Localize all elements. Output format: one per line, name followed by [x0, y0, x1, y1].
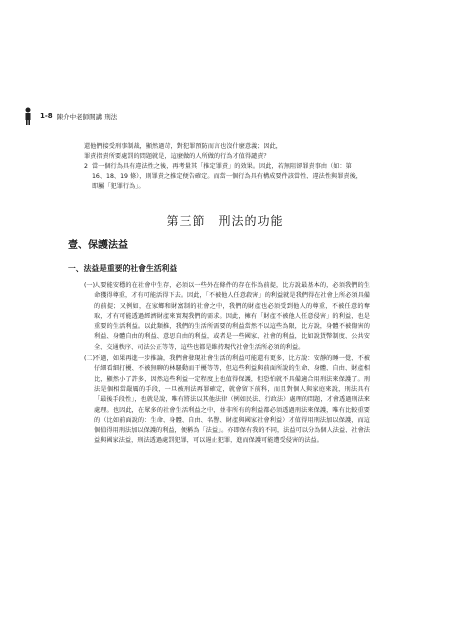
list-number: 2	[84, 163, 88, 170]
page-number: 1-8	[40, 112, 53, 120]
person-icon	[22, 107, 34, 125]
heading-level-1: 壹、保護法益	[68, 240, 128, 251]
intro-line: 罪責指責所要處罰的問題就是，這麼做的人所做的行為才值得譴責？	[84, 153, 270, 160]
body-text	[84, 281, 370, 448]
intro-list-item	[84, 162, 364, 192]
intro-block	[84, 142, 364, 192]
page-header	[22, 108, 117, 124]
paragraph	[84, 354, 370, 447]
heading-level-2: 一、法益是重要的社會生活利益	[68, 264, 178, 273]
paragraph-text: 不過，如果再進一步推論，我們會發現社會生活的利益可能還有更多，比方說：安靜的睡一覺、不被仔細看細打擾、不被無聊的林騷動而干擾等等，但這些利益與前面所說的生命、身體、自由、財產相比，顯然小了許多，因然這些利益一定程度上也值得保護，但恐怕就不具備適合用刑法來保護了。刑法是個相當嚴厲的手段，一旦被刑法再罪確定，就會留下前科，而且對個人與家庭來說，刑法具有「最後手段性」，也就是說，唯有將法以其他法律（例如民法、行政法）處理的問題，才會透過刑法來處理。也因此，在眾多的社會生活利益之中，並非所有的利益都必須透過刑法來保護，唯有比較重要的（比如前面說的：生命、身體、自由、名譽、財產與國家社會利益）才值得用刑法加以保護，而這個值得用刑法加以保護的利益，便稱為「法益」。亦即保有我的不同，法益可以分為個人法益、社會法益與國家法益，刑法透過處罰犯罪，可以遏止犯罪，進而保護可能遭受侵害的法益。	[94, 355, 370, 445]
paragraph	[84, 281, 370, 353]
intro-line: 還他們接受刑事制裁，顯然過苛，對犯罪預防而言也沒什麼意義；因此，	[84, 143, 282, 150]
book-title: 陳介中老師開講 刑法	[56, 112, 118, 121]
list-item-text: 當一個行為具有違法性之後，再考量其「推定罪責」的效果。因此，若無阻卻罪責事由（如：第 16、18、19 條），則罪責之推定便告確定。而當一個行為具有構成要件該當性、違法性與罪責後，即屬「犯罪行為」。	[92, 163, 362, 190]
paragraph-marker: (二)	[84, 355, 96, 363]
section-title: 第三節 刑法的功能	[166, 214, 284, 228]
paragraph-marker: (一)	[84, 282, 96, 289]
paragraph-text: 人要能安穩的在社會中生存，必須以一些外在條件的存在作為前提，比方說最基本的，必須我們的生命獲得尊重，才有可能活得下去。因此，「不被他人任意殺害」的利益就是我們得在社會上所必須具備的前提；又例如，在家鄉和財富制的社會之中，我們的財產也必須受到他人的尊重，不被任意的奪取，才有可能透過經濟財產來實現我們的需求。因此，擁有「財產不被他人任意侵害」的利益，也是重要的生活利益。以此類推，我們的生活所需要的利益當然不以這些為限，比方說，身體不被傷害的利益、身體自由的利益、意思自由的利益，或者是一些國家、社會的利益，比如說貨幣制度、公共安全、交通秩序、司法公正等等，這些也都是維持現代社會生活所必須的利益。	[94, 282, 370, 351]
